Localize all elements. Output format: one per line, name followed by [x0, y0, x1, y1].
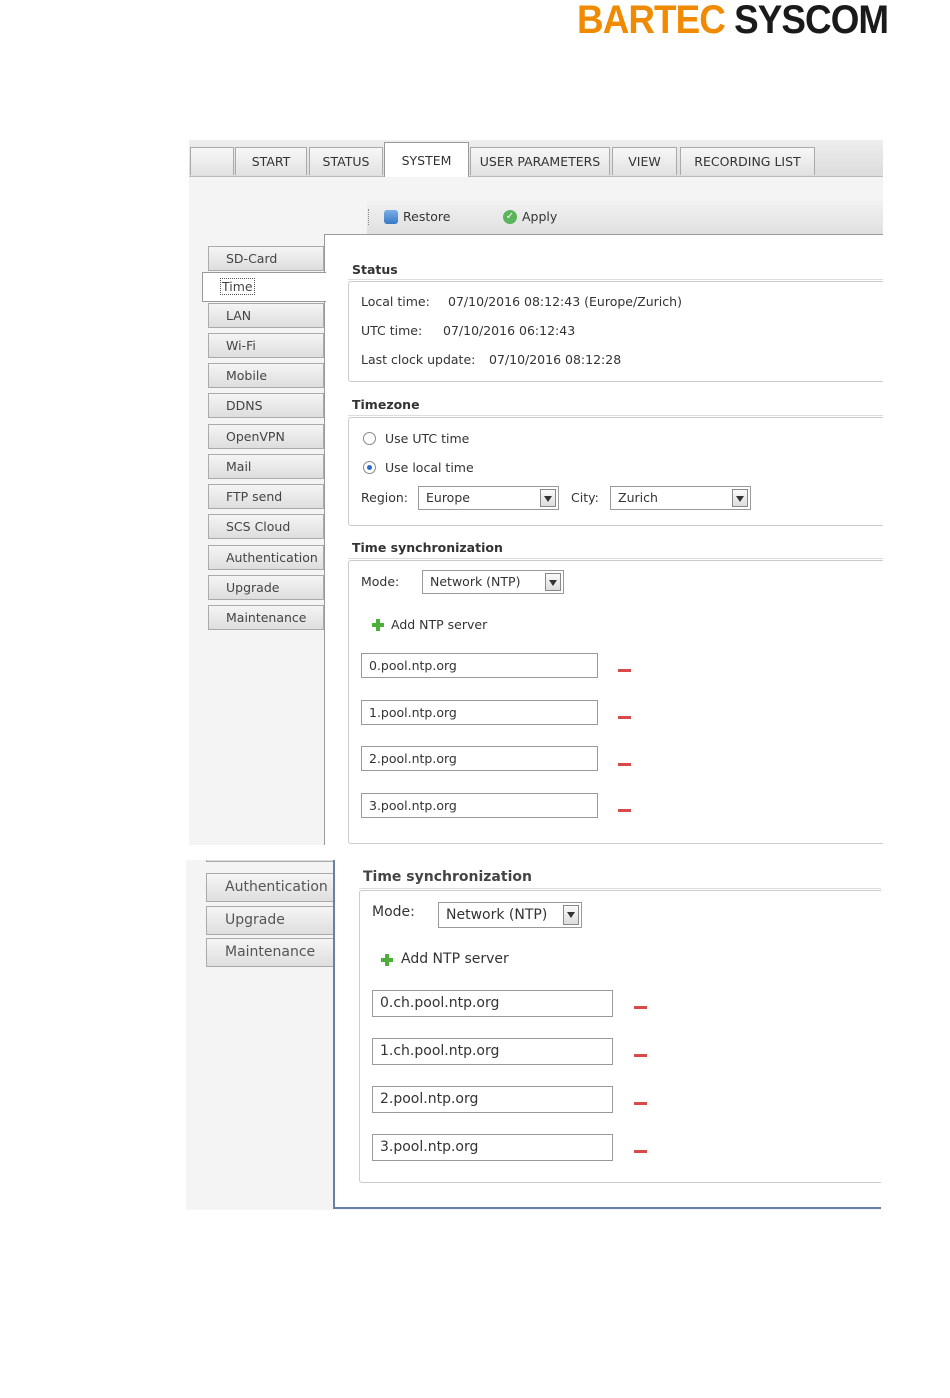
mode-label: Mode:: [361, 574, 400, 589]
status-section-title: Status: [352, 262, 398, 277]
timezone-section-title: Timezone: [352, 397, 420, 412]
use-local-radio[interactable]: [363, 461, 376, 474]
logo-part-bartec: BARTEC: [576, 0, 725, 42]
add-ntp-server-button[interactable]: Add NTP server: [391, 617, 488, 632]
tab-start[interactable]: START: [235, 147, 307, 175]
toolbar-grip: [368, 209, 371, 225]
timesync-box: [359, 890, 881, 1183]
ntp-server-input[interactable]: 2.pool.ntp.org: [361, 746, 598, 771]
last-update-value: 07/10/2016 08:12:28: [489, 352, 622, 367]
sidebar-item-upgrade[interactable]: Upgrade: [208, 575, 324, 600]
content-panel: [324, 234, 883, 845]
sidebar-item-label: Time: [222, 279, 253, 294]
sidebar-item-maintenance[interactable]: Maintenance: [208, 605, 324, 630]
remove-server-icon[interactable]: [618, 669, 631, 672]
divider: [348, 558, 883, 559]
use-utc-label: Use UTC time: [385, 431, 470, 446]
utc-time-label: UTC time:: [361, 323, 423, 338]
sidebar-item-authentication[interactable]: Authentication: [208, 545, 324, 570]
sidebar-item-scs-cloud[interactable]: SCS Cloud: [208, 514, 324, 539]
tab-blank[interactable]: [190, 147, 234, 175]
remove-server-icon[interactable]: [618, 716, 631, 719]
content-panel: [333, 860, 881, 1209]
ntp-server-input[interactable]: 1.ch.pool.ntp.org: [372, 1038, 613, 1065]
remove-server-icon[interactable]: [634, 1150, 647, 1153]
region-value: Europe: [426, 490, 470, 505]
remove-server-icon[interactable]: [634, 1006, 647, 1009]
chevron-down-icon: [545, 573, 561, 591]
region-label: Region:: [361, 490, 409, 505]
apply-button[interactable]: [503, 209, 557, 224]
remove-server-icon[interactable]: [634, 1102, 647, 1105]
timesync-section-title: Time synchronization: [352, 540, 503, 555]
logo-part-syscom: SYSCOM: [734, 0, 888, 42]
brand-logo: [577, 0, 888, 40]
mode-label: Mode:: [372, 904, 415, 920]
restore-icon: [384, 210, 398, 224]
tab-recording-list[interactable]: RECORDING LIST: [680, 147, 815, 175]
ntp-server-input[interactable]: 3.pool.ntp.org: [372, 1134, 613, 1161]
sidebar-item-mobile[interactable]: Mobile: [208, 363, 324, 388]
sidebar-item-ftp-send[interactable]: FTP send: [208, 484, 324, 509]
main-tab-bar: [189, 140, 883, 177]
mode-select[interactable]: [422, 570, 564, 594]
ntp-server-input[interactable]: 0.pool.ntp.org: [361, 653, 598, 678]
toolbar: [367, 200, 883, 235]
sidebar-item-maintenance[interactable]: Maintenance: [206, 938, 334, 967]
sidebar-item-partial[interactable]: [206, 860, 334, 862]
local-time-value: 07/10/2016 08:12:43 (Europe/Zurich): [448, 294, 682, 309]
use-local-label: Use local time: [385, 460, 474, 475]
mode-value: Network (NTP): [446, 907, 548, 923]
city-value: Zurich: [618, 490, 658, 505]
ntp-server-input[interactable]: 1.pool.ntp.org: [361, 700, 598, 725]
sidebar-item-sd-card[interactable]: SD-Card: [208, 246, 324, 271]
add-icon[interactable]: [381, 954, 393, 966]
city-select[interactable]: [610, 486, 751, 510]
divider: [359, 888, 881, 889]
ntp-server-input[interactable]: 2.pool.ntp.org: [372, 1086, 613, 1113]
timesync-section-title: Time synchronization: [363, 869, 532, 885]
remove-server-icon[interactable]: [634, 1054, 647, 1057]
add-ntp-server-button[interactable]: Add NTP server: [401, 951, 509, 967]
remove-server-icon[interactable]: [618, 809, 631, 812]
ntp-server-input[interactable]: 3.pool.ntp.org: [361, 793, 598, 818]
tab-view[interactable]: VIEW: [612, 147, 677, 175]
chevron-down-icon: [563, 905, 579, 925]
remove-server-icon[interactable]: [618, 763, 631, 766]
divider: [348, 415, 883, 416]
chevron-down-icon: [540, 489, 556, 507]
utc-time-value: 07/10/2016 06:12:43: [443, 323, 576, 338]
last-update-label: Last clock update:: [361, 352, 476, 367]
sidebar-item-wifi[interactable]: Wi-Fi: [208, 333, 324, 358]
tab-status[interactable]: STATUS: [309, 147, 383, 175]
tab-system[interactable]: SYSTEM: [384, 142, 469, 177]
chevron-down-icon: [732, 489, 748, 507]
apply-check-icon: ✓: [503, 210, 517, 224]
tab-user-parameters[interactable]: USER PARAMETERS: [470, 147, 610, 175]
mode-select[interactable]: [438, 902, 582, 928]
sidebar-item-mail[interactable]: Mail: [208, 454, 324, 479]
add-icon[interactable]: [372, 619, 384, 631]
sidebar-item-time[interactable]: [202, 272, 326, 302]
local-time-label: Local time:: [361, 294, 430, 309]
time-sync-screenshot: [186, 860, 881, 1210]
status-box: [348, 281, 883, 382]
restore-button[interactable]: [384, 209, 450, 224]
sidebar-item-lan[interactable]: LAN: [208, 303, 324, 328]
timezone-box: [348, 417, 883, 526]
use-utc-radio[interactable]: [363, 432, 376, 445]
sidebar-item-openvpn[interactable]: OpenVPN: [208, 424, 324, 449]
region-select[interactable]: [418, 486, 559, 510]
mode-value: Network (NTP): [430, 574, 521, 589]
apply-label: Apply: [522, 209, 558, 224]
timesync-box: [348, 560, 883, 844]
sidebar-item-ddns[interactable]: DDNS: [208, 393, 324, 418]
time-settings-screenshot: [189, 140, 883, 845]
sidebar-item-authentication[interactable]: Authentication: [206, 873, 334, 902]
sidebar-item-upgrade[interactable]: Upgrade: [206, 906, 334, 935]
city-label: City:: [571, 490, 599, 505]
divider: [348, 279, 883, 280]
ntp-server-input[interactable]: 0.ch.pool.ntp.org: [372, 990, 613, 1017]
restore-label: Restore: [403, 209, 451, 224]
